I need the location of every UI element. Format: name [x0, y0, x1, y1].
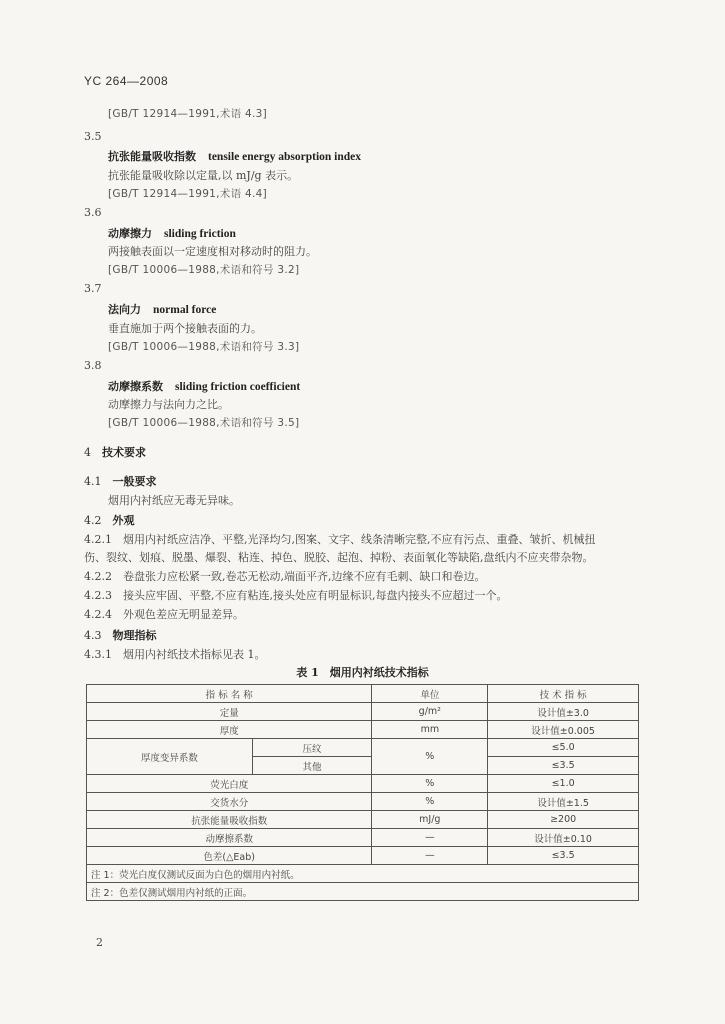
cell-subname: 压纹	[252, 739, 372, 757]
clause-number: 4.2	[84, 514, 102, 527]
clause-text: 4.2.3 接头应牢固、平整,不应有粘连,接头处应有明显标识,每盘内接头不应超过一个。	[84, 589, 508, 602]
clause-text: 4.3.1 烟用内衬纸技术指标见表 1。	[84, 648, 266, 661]
term-en: tensile energy absorption index	[208, 151, 362, 163]
term-title	[108, 148, 361, 164]
table-header-row	[87, 685, 639, 703]
term-number: 3.6	[84, 206, 102, 219]
page-number: 2	[96, 936, 103, 949]
cell-spec: 设计值±0.10	[488, 829, 639, 847]
clause-text: 烟用内衬纸应无毒无异味。	[108, 494, 240, 507]
clause-title: 外观	[112, 514, 135, 527]
term-reference: [GB/T 10006—1988,术语和符号 3.3]	[108, 341, 300, 353]
term-definition: 垂直施加于两个接触表面的力。	[108, 322, 262, 335]
cell-name: 荧光白度	[87, 775, 372, 793]
table-note-row	[87, 883, 639, 901]
section-heading	[84, 444, 146, 460]
clause-text: 4.2.4 外观色差应无明显差异。	[84, 608, 244, 621]
cell-name: 交货水分	[87, 793, 372, 811]
cell-spec: 设计值±1.5	[488, 793, 639, 811]
clause-text: 伤、裂纹、划痕、脱墨、爆裂、粘连、掉色、脱胶、起泡、掉粉、表面氧化等缺陷,盘纸内不应夹带杂物。	[84, 551, 594, 564]
term-number: 3.7	[84, 282, 102, 295]
clause-number: 4.1	[84, 475, 102, 488]
table-caption: 表 1 烟用内衬纸技术指标	[296, 666, 429, 679]
term-reference: [GB/T 12914—1991,术语 4.4]	[108, 188, 268, 200]
term-number: 3.8	[84, 359, 102, 372]
clause-heading	[84, 627, 157, 643]
term-definition: 两接触表面以一定速度相对移动时的阻力。	[108, 245, 317, 258]
table-row	[87, 703, 639, 721]
clause-title: 一般要求	[112, 475, 157, 488]
clause-title: 物理指标	[112, 629, 157, 642]
term-definition: 抗张能量吸收除以定量,以 mJ/g 表示。	[108, 169, 299, 182]
clause-heading	[84, 473, 157, 489]
term-number: 3.5	[84, 130, 102, 143]
cell-unit: mm	[372, 721, 488, 739]
cell-spec: 设计值±0.005	[488, 721, 639, 739]
cell-name: 色差(△Eab)	[87, 847, 372, 865]
term-title	[108, 378, 300, 394]
term-cn: 法向力	[108, 303, 141, 316]
cell-name: 定量	[87, 703, 372, 721]
cell-unit: %	[372, 775, 488, 793]
cell-name: 抗张能量吸收指数	[87, 811, 372, 829]
cell-name: 动摩擦系数	[87, 829, 372, 847]
table-note-row	[87, 865, 639, 883]
cell-unit: —	[372, 847, 488, 865]
term-reference: [GB/T 12914—1991,术语 4.3]	[108, 108, 268, 120]
header-name: 指 标 名 称	[87, 685, 372, 703]
term-en: sliding friction	[164, 228, 236, 240]
term-cn: 动摩擦系数	[108, 380, 163, 393]
header-unit: 单位	[372, 685, 488, 703]
term-en: normal force	[153, 304, 217, 316]
table-row	[87, 775, 639, 793]
spec-table	[86, 684, 639, 901]
cell-name: 厚度变异系数	[87, 739, 253, 775]
cell-spec: ≤3.5	[488, 757, 639, 775]
table-note: 注 2：色差仅测试烟用内衬纸的正面。	[87, 883, 639, 901]
table-row	[87, 829, 639, 847]
section-number: 4	[84, 446, 91, 459]
cell-unit: g/m²	[372, 703, 488, 721]
cell-subname: 其他	[252, 757, 372, 775]
term-title	[108, 301, 216, 317]
table-row	[87, 721, 639, 739]
standard-id: YC 264—2008	[84, 74, 169, 88]
clause-text: 4.2.1 烟用内衬纸应洁净、平整,光泽均匀,图案、文字、线条清晰完整,不应有污点、重叠、皱折、机械扭	[84, 533, 596, 546]
term-en: sliding friction coefficient	[175, 381, 301, 393]
term-title	[108, 225, 236, 241]
clause-number: 4.3	[84, 629, 102, 642]
cell-name: 厚度	[87, 721, 372, 739]
cell-spec: ≤1.0	[488, 775, 639, 793]
table-row	[87, 811, 639, 829]
cell-spec: ≤5.0	[488, 739, 639, 757]
term-reference: [GB/T 10006—1988,术语和符号 3.5]	[108, 417, 300, 429]
section-title: 技术要求	[102, 446, 146, 459]
cell-spec: 设计值±3.0	[488, 703, 639, 721]
header-spec: 技 术 指 标	[488, 685, 639, 703]
clause-text: 4.2.2 卷盘张力应松紧一致,卷芯无松动,端面平齐,边缘不应有毛刺、缺口和卷边。	[84, 570, 486, 583]
term-cn: 抗张能量吸收指数	[108, 150, 196, 163]
cell-spec: ≥200	[488, 811, 639, 829]
cell-unit: mJ/g	[372, 811, 488, 829]
term-definition: 动摩擦力与法向力之比。	[108, 398, 229, 411]
table-row	[87, 793, 639, 811]
cell-spec: ≤3.5	[488, 847, 639, 865]
clause-heading	[84, 512, 135, 528]
term-cn: 动摩擦力	[108, 227, 152, 240]
cell-unit: —	[372, 829, 488, 847]
cell-unit: %	[372, 793, 488, 811]
table-row	[87, 739, 639, 757]
term-reference: [GB/T 10006—1988,术语和符号 3.2]	[108, 264, 300, 276]
table-row	[87, 847, 639, 865]
table-note: 注 1：荧光白度仅测试反面为白色的烟用内衬纸。	[87, 865, 639, 883]
cell-unit: %	[372, 739, 488, 775]
